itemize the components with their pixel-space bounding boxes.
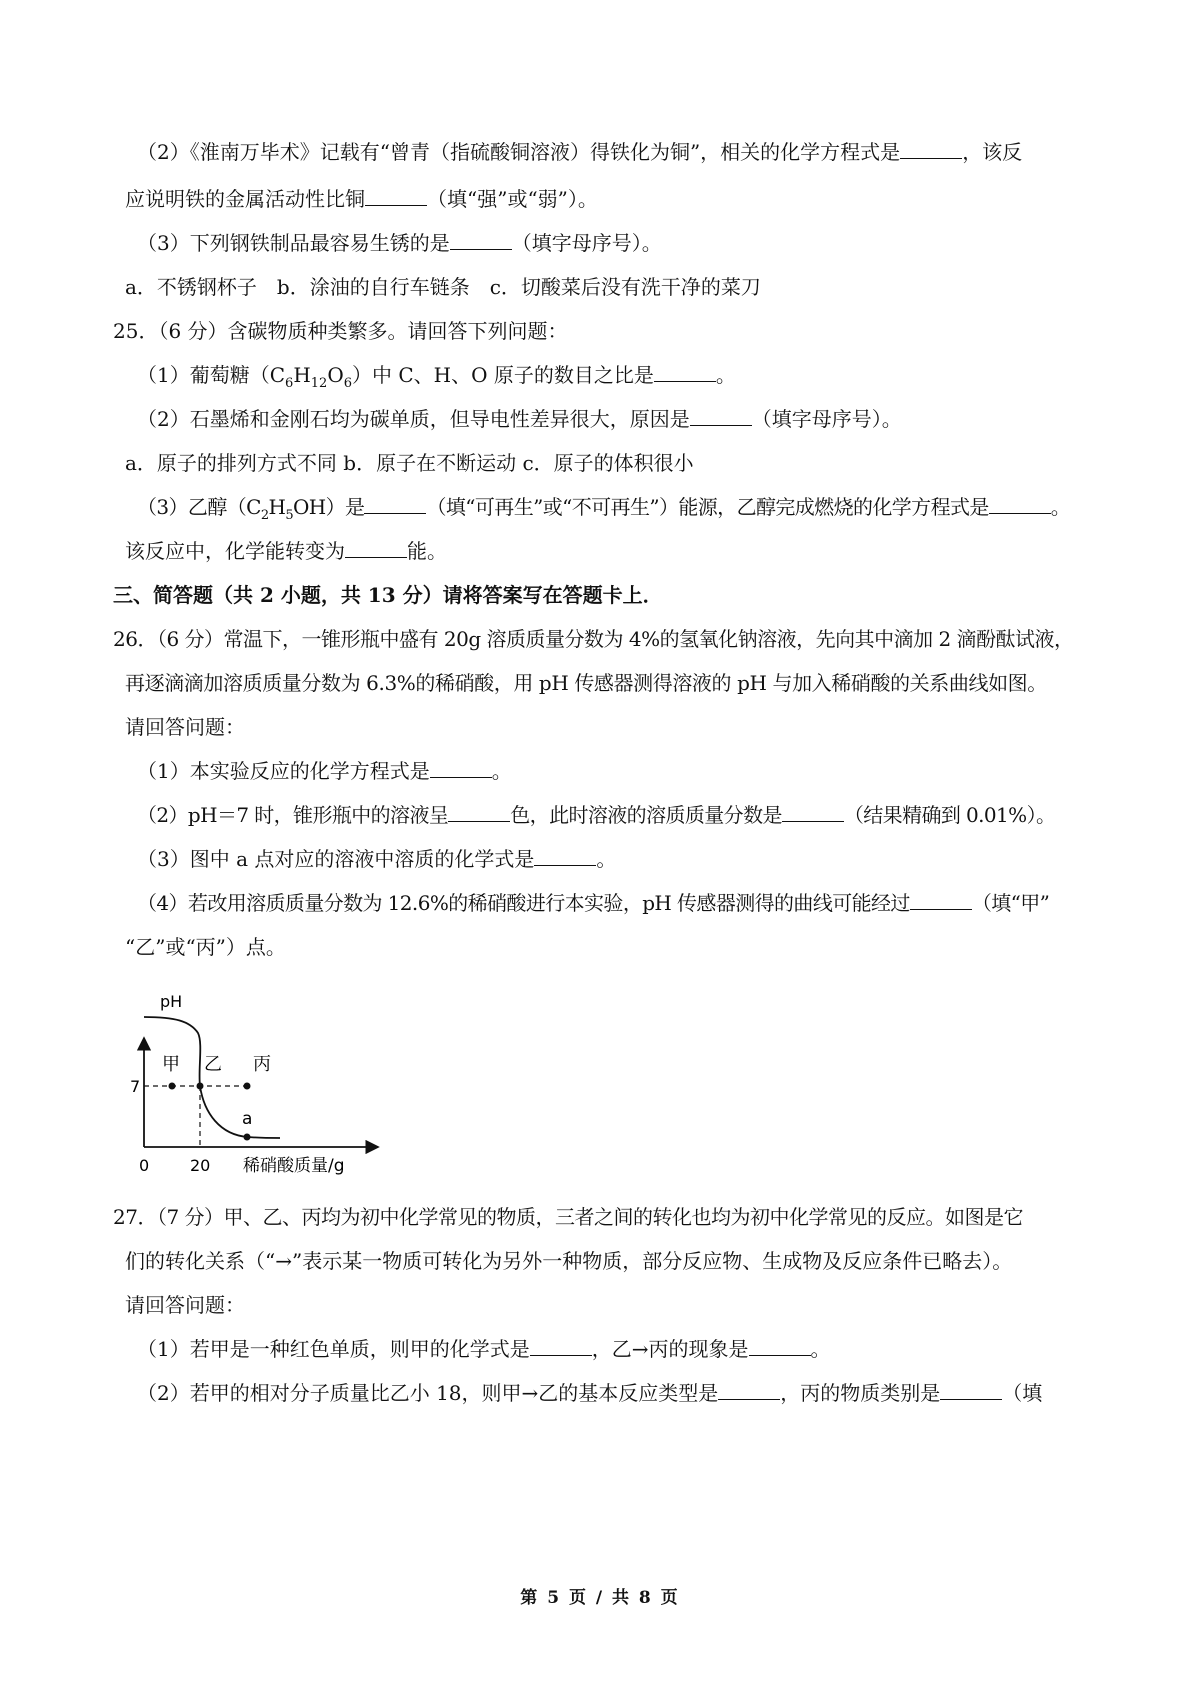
answer-blank[interactable] (989, 495, 1051, 514)
answer-blank[interactable] (690, 407, 752, 426)
subscript: 6 (343, 376, 352, 391)
point-label-yi: 乙 (204, 1054, 222, 1075)
q26-part4-line1 (137, 889, 1049, 917)
q26-part4-text: （4）若改用溶质质量分数为 12.6%的稀硝酸进行本实验，pH 传感器测得的曲线可能经过 (137, 891, 910, 915)
q25-part1-text: 。 (715, 363, 736, 387)
q26-part2-text: （结果精确到 0.01%）。 (843, 803, 1056, 827)
point-label-a: a (242, 1109, 253, 1129)
q24-part3-text: （3）下列钢铁制品最容易生锈的是 (137, 231, 450, 255)
page-footer: 第 5 页 / 共 8 页 (520, 1588, 680, 1608)
subscript: 5 (285, 508, 294, 523)
q26-part2-text: （2）pH＝7 时，锥形瓶中的溶液呈 (137, 803, 449, 827)
point-bing (244, 1083, 251, 1090)
q25-part1-text: H (293, 363, 311, 387)
answer-blank[interactable] (534, 847, 596, 866)
q27-part1-text: （1）若甲是一种红色单质，则甲的化学式是 (137, 1337, 530, 1361)
q26-part3-text: （3）图中 a 点对应的溶液中溶质的化学式是 (137, 847, 535, 871)
q25-part2 (137, 405, 902, 433)
answer-blank[interactable] (749, 1337, 811, 1356)
subscript: 6 (285, 376, 294, 391)
q26-part1 (137, 757, 512, 785)
q24-part2-text: ，该反 (962, 140, 1023, 164)
q25-options: a．原子的排列方式不同 b．原子在不断运动 c．原子的体积很小 (125, 451, 694, 475)
q25-part3-text: OH）是 (293, 495, 365, 519)
q25-part3-text: H (268, 495, 286, 519)
q27-part2 (137, 1379, 1042, 1407)
q25-part3-text: （填“可再生”或“不可再生”）能源，乙醇完成燃烧的化学方程式是 (426, 495, 989, 519)
q25-part1-text: （1）葡萄糖（C (137, 363, 286, 387)
x-axis-label: 稀硝酸质量/g (243, 1156, 345, 1176)
q27-heading-line3: 请回答问题： (125, 1293, 245, 1317)
answer-blank[interactable] (910, 891, 972, 910)
x-tick-label: 0 (139, 1156, 150, 1175)
q26-part4-line2: “乙”或“丙”）点。 (125, 935, 286, 959)
point-yi (197, 1083, 204, 1090)
q25-part2-text: （填字母序号）。 (751, 407, 902, 431)
q26-part1-text: 。 (491, 759, 512, 783)
q25-part3-text: 。 (1050, 495, 1071, 519)
answer-blank[interactable] (530, 1337, 592, 1356)
q26-heading-line2: 再逐滴滴加溶质质量分数为 6.3%的稀硝酸，用 pH 传感器测得溶液的 pH 与加入稀硝酸的关系曲线如图。 (125, 671, 1047, 695)
q26-part3 (137, 845, 616, 873)
q25-part2-text: （2）石墨烯和金刚石均为碳单质，但导电性差异很大，原因是 (137, 407, 690, 431)
point-jia (169, 1083, 176, 1090)
q26-part2-text: 色，此时溶液的溶质质量分数是 (510, 803, 782, 827)
section-heading: 三、简答题（共 2 小题，共 13 分）请将答案写在答题卡上． (113, 583, 663, 607)
q24-options: a．不锈钢杯子 b．涂油的自行车链条 c．切酸菜后没有洗干净的菜刀 (125, 275, 761, 299)
q25-part1-text: O (327, 363, 344, 387)
q25-heading: 25．（6 分）含碳物质种类繁多。请回答下列问题： (113, 319, 568, 343)
ph-curve (144, 1017, 280, 1138)
answer-blank[interactable] (782, 803, 844, 822)
q27-part1 (137, 1335, 831, 1363)
q27-heading-line1: 27．（7 分）甲、乙、丙均为初中化学常见的物质，三者之间的转化也均为初中化学常见的反应。如图是它 (113, 1205, 1024, 1229)
answer-blank[interactable] (345, 539, 407, 558)
q27-part2-text: （2）若甲的相对分子质量比乙小 18，则甲→乙的基本反应类型是 (137, 1381, 719, 1405)
subscript: 2 (260, 508, 269, 523)
answer-blank[interactable] (654, 363, 716, 382)
q25-part3-line2 (125, 537, 447, 565)
answer-blank[interactable] (718, 1381, 780, 1400)
answer-blank[interactable] (900, 140, 962, 159)
q24-part2-text: （填“强”或“弱”）。 (427, 187, 598, 211)
q27-part1-text: ，乙→丙的现象是 (591, 1337, 749, 1361)
q26-heading-line1: 26．（6 分）常温下，一锥形瓶中盛有 20g 溶质质量分数为 4%的氢氧化钠溶液，先向其中滴加 2 滴酚酞试液， (113, 627, 1074, 651)
q24-part2-text: （2）《淮南万毕术》记载有“曾青（指硫酸铜溶液）得铁化为铜”，相关的化学方程式是 (137, 140, 901, 164)
point-label-jia: 甲 (162, 1054, 180, 1075)
y-tick-label: 7 (130, 1077, 141, 1096)
q24-part2-text: 应说明铁的金属活动性比铜 (125, 187, 365, 211)
answer-blank[interactable] (364, 495, 426, 514)
ph-curve-chart (130, 992, 390, 1185)
q26-part2 (137, 801, 1055, 829)
q25-part1 (137, 361, 736, 389)
answer-blank[interactable] (940, 1381, 1002, 1400)
q24-part2-line2 (125, 185, 598, 213)
q24-part2-line1 (137, 138, 1022, 166)
q27-heading-line2: 们的转化关系（“→”表示某一物质可转化为另外一种物质，部分反应物、生成物及反应条件已略去）。 (125, 1249, 1013, 1273)
point-label-bing: 丙 (253, 1054, 271, 1075)
q27-part2-text: ，丙的物质类别是 (780, 1381, 941, 1405)
q25-part3-text: 该反应中，化学能转变为 (125, 539, 345, 563)
q26-heading-line3: 请回答问题： (125, 715, 245, 739)
point-a (244, 1134, 251, 1141)
q26-part1-text: （1）本实验反应的化学方程式是 (137, 759, 430, 783)
q26-part4-text: （填“甲” (971, 891, 1050, 915)
subscript: 12 (310, 376, 328, 391)
q25-part3-text: 能。 (407, 539, 447, 563)
answer-blank[interactable] (450, 231, 512, 250)
q25-part3-text: （3）乙醇（C (137, 495, 261, 519)
q25-part3-line1 (137, 493, 1070, 521)
q26-part3-text: 。 (596, 847, 617, 871)
q25-part1-text: ）中 C、H、O 原子的数目之比是 (352, 363, 654, 387)
q27-part1-text: 。 (810, 1337, 831, 1361)
answer-blank[interactable] (365, 187, 427, 206)
y-axis-label: pH (160, 992, 183, 1011)
q24-part3 (137, 229, 662, 257)
answer-blank[interactable] (430, 759, 492, 778)
answer-blank[interactable] (448, 803, 510, 822)
q27-part2-text: （填 (1002, 1381, 1043, 1405)
x-tick-label: 20 (190, 1156, 211, 1175)
q24-part3-text: （填字母序号）。 (511, 231, 662, 255)
